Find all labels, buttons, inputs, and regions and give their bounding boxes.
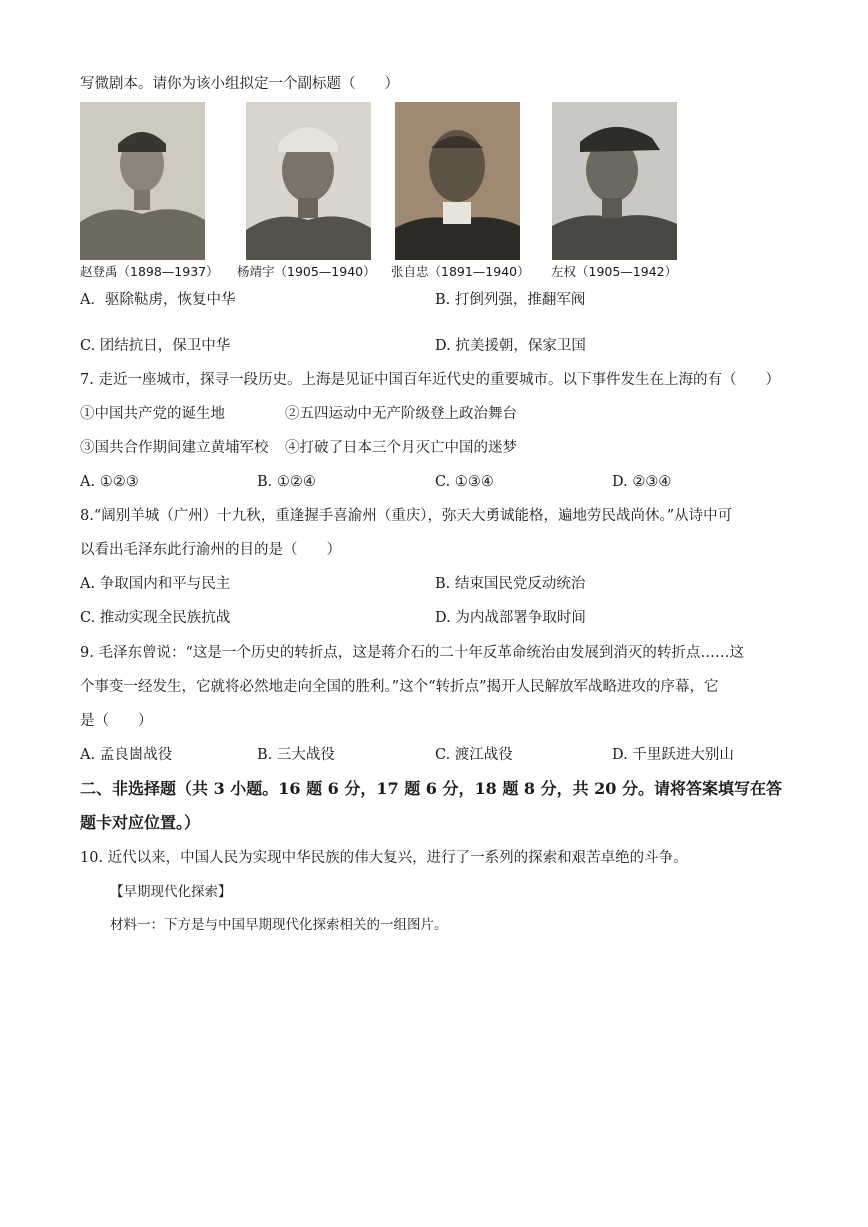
portrait-photo-4: [552, 102, 677, 260]
q7-option-d: D. ②③④: [612, 474, 672, 490]
q10-subheading: 【早期现代化探索】: [110, 884, 232, 900]
q9-stem-line-3: 是（ ）: [80, 713, 153, 729]
section-2-heading-line-1: 二、非选择题（共 3 小题。16 题 6 分，17 题 6 分，18 题 8 分，共 20 分。请将答案填写在答: [80, 779, 783, 798]
photo-caption-1: 赵登禹（1898—1937）: [80, 264, 219, 279]
question-6-stem-tail: 写微剧本。请你为该小组拟定一个副标题（ ）: [80, 76, 399, 92]
photo-caption-3: 张自忠（1891—1940）: [391, 264, 530, 279]
portrait-photo-3: [395, 102, 520, 260]
q9-option-a: A. 孟良崮战役: [80, 747, 173, 763]
q7-option-c: C. ①③④: [435, 474, 494, 490]
q6-option-b: B. 打倒列强，推翻军阀: [435, 292, 586, 308]
portrait-photo-1: [80, 102, 205, 260]
q6-option-a: A．驱除鞑虏，恢复中华: [80, 292, 236, 308]
q6-option-c: C. 团结抗日，保卫中华: [80, 338, 231, 354]
q7-option-b: B. ①②④: [257, 474, 316, 490]
q10-stem: 10. 近代以来，中国人民为实现中华民族的伟大复兴，进行了一系列的探索和艰苦卓绝的斗争。: [80, 850, 688, 866]
portrait-icon: [552, 102, 677, 260]
q8-option-d: D. 为内战部署争取时间: [435, 610, 586, 626]
q9-option-b: B. 三大战役: [257, 747, 335, 763]
photo-caption-2: 杨靖宇（1905—1940）: [237, 264, 376, 279]
q8-option-c: C. 推动实现全民族抗战: [80, 610, 231, 626]
q9-stem-line-2: 个事变一经发生，它就将必然地走向全国的胜利。”这个“转折点”揭开人民解放军战略进攻的序幕，它: [80, 679, 719, 695]
q8-stem-line-1: 8.“阔别羊城（广州）十九秋，重逢握手喜渝州（重庆），弥天大勇诚能格，遍地劳民战尚休。”从诗中可: [80, 508, 733, 524]
photo-caption-4: 左权（1905—1942）: [551, 264, 678, 279]
q7-option-a: A. ①②③: [80, 474, 139, 490]
q7-statement-3: ③国共合作期间建立黄埔军校: [80, 440, 269, 456]
portrait-photo-2: [246, 102, 371, 260]
q7-statement-4: ④打破了日本三个月灭亡中国的迷梦: [285, 440, 517, 456]
q9-option-d: D. 千里跃进大别山: [612, 747, 734, 763]
q7-statement-1: ①中国共产党的诞生地: [80, 406, 225, 422]
portrait-icon: [246, 102, 371, 260]
q8-option-a: A. 争取国内和平与民主: [80, 576, 231, 592]
q9-stem-line-1: 9. 毛泽东曾说：“这是一个历史的转折点，这是蒋介石的二十年反革命统治由发展到消灭的转折点……这: [80, 645, 744, 661]
q9-option-c: C. 渡江战役: [435, 747, 513, 763]
q10-material-1: 材料一：下方是与中国早期现代化探索相关的一组图片。: [110, 917, 448, 933]
q8-stem-line-2: 以看出毛泽东此行渝州的目的是（ ）: [80, 542, 341, 558]
q8-option-b: B. 结束国民党反动统治: [435, 576, 586, 592]
portrait-icon: [80, 102, 205, 260]
section-2-heading-line-2: 题卡对应位置。）: [80, 813, 201, 832]
portrait-icon: [395, 102, 520, 260]
q7-statement-2: ②五四运动中无产阶级登上政治舞台: [285, 406, 517, 422]
q6-option-d: D. 抗美援朝，保家卫国: [435, 338, 586, 354]
q7-stem: 7. 走近一座城市，探寻一段历史。上海是见证中国百年近代史的重要城市。以下事件发生在上海的有（ ）: [80, 372, 780, 388]
